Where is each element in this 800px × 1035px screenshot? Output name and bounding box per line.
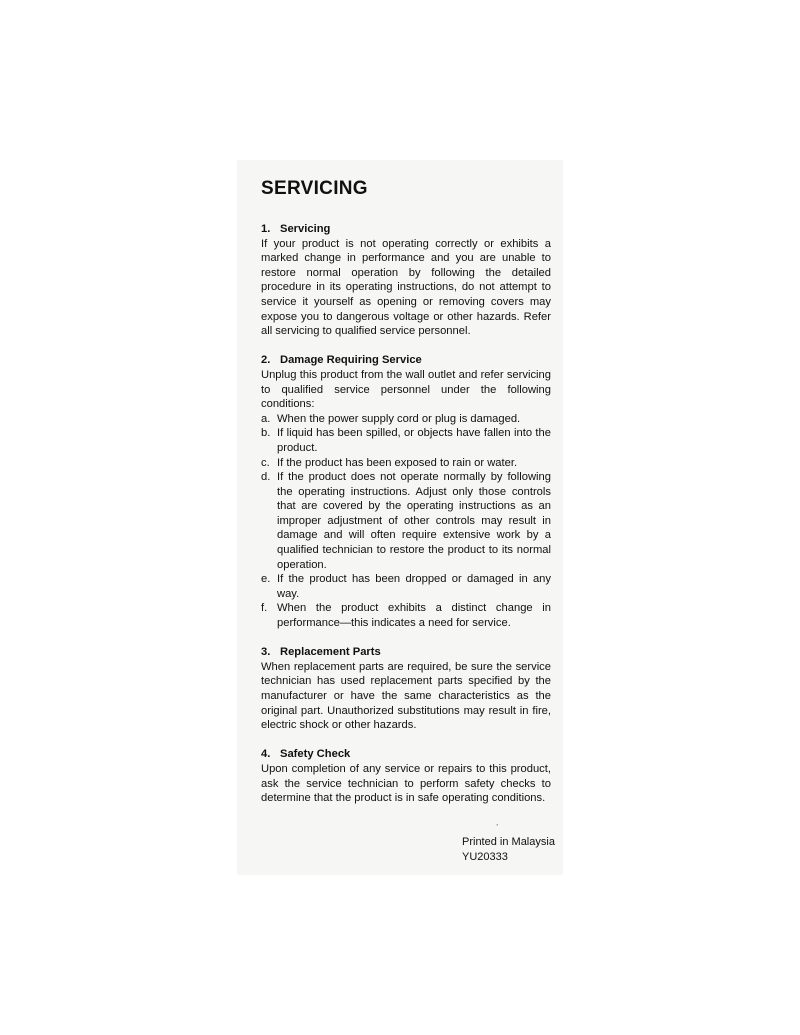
section-body: Upon completion of any service or repairs to this product, ask the service technician to perform safety checks to determine that the product is in safe operating conditions. (261, 762, 551, 805)
list-item (261, 426, 551, 455)
list-item-text: If the product has been dropped or damaged in any way. (277, 573, 551, 600)
list-item-label: c. (261, 456, 270, 469)
section-body: Unplug this product from the wall outlet and refer servicing to qualified service personnel under the following conditions: (261, 368, 551, 411)
section-damage-requiring-service (261, 353, 551, 630)
list-item-label: b. (261, 427, 271, 440)
list-item-label: e. (261, 573, 271, 586)
list-item-text: If the product has been exposed to rain or water. (277, 456, 518, 469)
section-title: Damage Requiring Service (280, 354, 422, 367)
section-title: Replacement Parts (280, 646, 381, 659)
list-item (261, 572, 551, 601)
section-heading (261, 353, 551, 368)
list-item (261, 456, 551, 471)
section-safety-check (261, 747, 551, 805)
section-replacement-parts (261, 645, 551, 733)
list-item-label: a. (261, 412, 271, 425)
list-item-text: When the product exhibits a distinct change in performance—this indicates a need for service. (277, 602, 551, 630)
section-number: 2. (261, 354, 271, 367)
list-item-text: If the product does not operate normally by following the operating instructions. Adjust only those controls that are covered by the operating instructions as an improper adjustment of other controls may result in damage and will often require extensive work by a qualified technician to restore the product to its normal operation. (277, 471, 551, 571)
document-content (261, 178, 551, 820)
list-item (261, 601, 551, 630)
section-heading (261, 747, 551, 762)
list-item-text: When the power supply cord or plug is damaged. (277, 412, 521, 425)
list-item (261, 470, 551, 572)
section-servicing (261, 222, 551, 339)
section-body: If your product is not operating correctly or exhibits a marked change in performance and you are unable to restore normal operation by following the detailed procedure in its operating instructions, do not attempt to service it yourself as opening or removing covers may expose you to dangerous voltage or other hazards. Refer all servicing to qualified service personnel. (261, 237, 551, 338)
list-item (261, 412, 551, 427)
section-heading (261, 222, 551, 237)
list-item-text: If liquid has been spilled, or objects have fallen into the product. (277, 427, 551, 454)
printed-in-label: Printed in Malaysia (462, 836, 555, 848)
section-number: 3. (261, 646, 271, 659)
print-speck-icon: , (496, 818, 499, 827)
document-code: YU20333 (462, 850, 508, 863)
section-heading (261, 645, 551, 660)
list-item-label: d. (261, 471, 271, 484)
section-title: Servicing (280, 223, 331, 235)
section-title: Safety Check (280, 748, 351, 761)
list-item-label: f. (261, 602, 268, 615)
section-number: 1. (261, 223, 271, 235)
page-title: SERVICING (261, 178, 368, 199)
section-number: 4. (261, 748, 271, 761)
section-body: When replacement parts are required, be sure the service technician has used replacement parts specified by the manufacturer or have the same characteristics as the original part. Unauthorized substitutions may result in fire, electric shock or other hazards. (261, 660, 551, 732)
print-footer (462, 835, 555, 864)
